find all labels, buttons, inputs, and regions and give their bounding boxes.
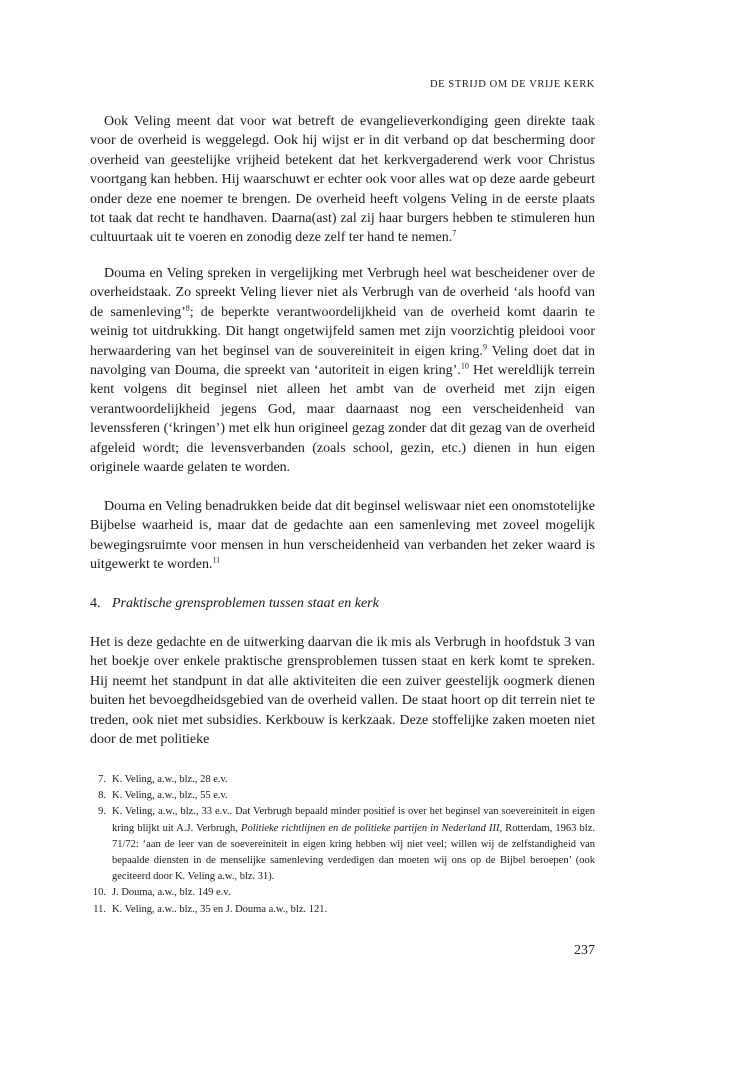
paragraph-veling-evangelie	[90, 112, 595, 248]
footnote-number: 8.	[98, 790, 106, 802]
footnote-number: 9.	[98, 806, 106, 818]
page-number: 237	[574, 943, 595, 958]
footnote-number: 10.	[92, 887, 106, 899]
footnote-10	[90, 885, 595, 901]
footnote-7	[90, 772, 595, 788]
footnote-ref: 7	[452, 228, 457, 238]
paragraph-douma-veling-overheidstaak	[90, 264, 595, 477]
footnote-ref: 9	[482, 341, 487, 351]
footnote-book-title: Politieke richtlijnen en de politieke partijen in Nederland III,	[241, 822, 503, 834]
footnote-9	[90, 804, 595, 885]
paragraph-bijbelse-waarheid	[90, 497, 595, 575]
section-title: Praktische grensproblemen tussen staat en kerk	[112, 596, 379, 611]
footnote-text	[112, 804, 595, 885]
footnotes	[90, 772, 595, 918]
section-number: 4.	[90, 596, 101, 611]
running-head: DE STRIJD OM DE VRIJE KERK	[429, 79, 595, 90]
paragraph-text: Douma en Veling benadrukken beide dat dit beginsel weliswaar niet een onomstotelijke Bijbelse waarheid is, maar dat de gedachte aan een samenleving met zoveel mogelijk bewegingsruimte voor mensen in hun verscheidenheid van verbanden het zeker waard is uitgewerkt te worden.	[90, 499, 595, 573]
footnote-ref: 11	[212, 555, 221, 565]
paragraph-text: Douma en Veling spreken in vergelijking met Verbrugh heel wat bescheidener over de overheidstaak. Zo spreekt Veling liever niet als Verbrugh van de overheid ‘als hoofd van de samenleving’	[90, 266, 595, 320]
footnote-text: K. Veling, a.w.. blz., 35 en J. Douma a.w., blz. 121.	[112, 903, 328, 915]
footnote-8	[90, 788, 595, 804]
section-heading	[90, 594, 595, 613]
footnote-text: J. Douma, a.w., blz. 149 e.v.	[112, 887, 231, 899]
footnote-number: 7.	[98, 774, 106, 785]
paragraph-grensproblemen	[90, 633, 595, 749]
footnote-ref: 10	[460, 361, 469, 371]
footnote-text: K. Veling, a.w., blz., 55 e.v.	[112, 790, 228, 802]
paragraph-text: ; de beperkte verantwoordelijkheid van de overheid komt daarin te weinig tot uitdrukking. Dit hangt ongetwijfeld samen met zijn voorzichtig pleidooi voor herwaardering van het beginsel van de souvereiniteit in eigen kring.	[90, 304, 595, 359]
footnote-text: K. Veling, a.w., blz., 28 e.v.	[112, 774, 228, 785]
paragraph-text: Het is deze gedachte en de uitwerking daarvan die ik mis als Verbrugh in hoofdstuk 3 van het boekje over enkele praktische grensproblemen tussen staat en kerk komt te spreken. Hij neemt het standpunt in dat alle aktiviteiten die een zuiver geestelijk oogmerk dienen buiten het bevoegdheidsgebied van de overheid vallen. De staat hoort op dit terrein niet te treden, ook niet met subsidies. Kerkbouw is kerkzaak. Deze stoffelijke zaken moeten niet door de met politieke	[90, 635, 595, 748]
paragraph-text: Veling doet dat in navolging van Douma, die spreekt van ‘autoriteit in eigen kring’.	[90, 343, 595, 379]
footnote-11	[90, 902, 595, 918]
footnote-ref: 8	[185, 303, 190, 313]
footnote-text-part: Rotterdam, 1963 blz. 71/72: ‘aan de leer van de soevereiniteit in eigen kring hebben wij niet veel; willen wij de zelfstandigheid van bepaalde diensten in de menselijke samenleving verdedigen dan moeten wij ons op de Bijbel beroepen’ (ook geciteerd door K. Veling a.w., blz. 31).	[112, 822, 595, 883]
footnote-text-part: K. Veling, a.w., blz., 33 e.v.. Dat Verbrugh bepaald minder positief is over het beginsel van soevereiniteit in eigen kring blijkt uit A.J. Verbrugh,	[112, 806, 595, 834]
paragraph-text: Het wereldlijk terrein kent volgens dit beginsel niet alleen het ambt van de overheid met zijn eigen verantwoordelijkheid jegens God, maar daarnaast nog een verscheidenheid van levenssferen (‘kringen’) met elk hun origineel gezag zonder dat dit gezag van de overheid afgeleid wordt; die levensverbanden (zoals school, gezin, etc.) dienen in hun eigen originele waarde gelaten te worden.	[90, 363, 595, 476]
footnote-number: 11.	[93, 903, 106, 915]
paragraph-text: Ook Veling meent dat voor wat betreft de evangelieverkondiging geen direkte taak voor de overheid is weggelegd. Ook hij wijst er in dit verband op dat bescherming door overheid van geestelijke vrijheid betekent dat het kerkvergaderend werk voor Christus voortgang kan hebben. Hij waarschuwt er echter ook voor alles wat op deze aarde gebeurt onder deze ene noemer te brengen. De overheid heeft volgens Veling in de eerste plaats tot taak dat recht te handhaven. Daarna(ast) zal zij haar burgers hebben te stimuleren hun cultuurtaak uit te voeren en zonodig deze zelf ter hand te nemen.	[90, 114, 595, 246]
